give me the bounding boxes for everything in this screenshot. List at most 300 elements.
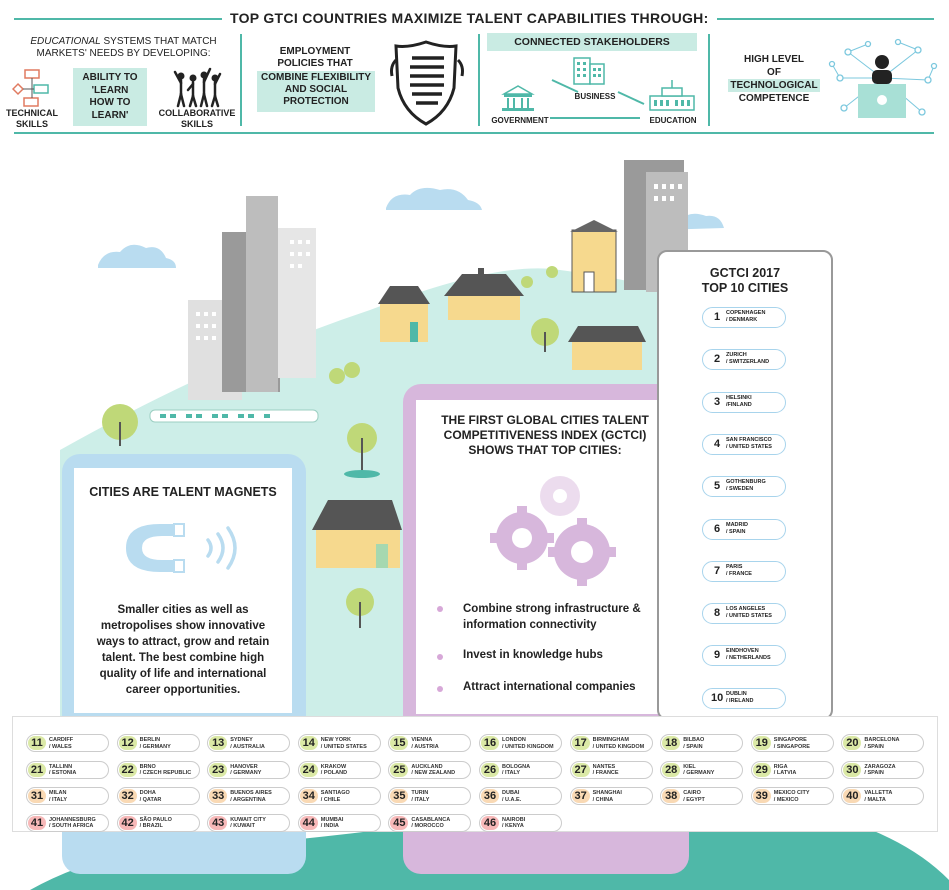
government-label: GOVERNMENT — [491, 116, 549, 125]
country-name: / SPAIN — [864, 770, 884, 776]
top10-item — [702, 392, 786, 413]
country-name: / GERMANY — [683, 770, 715, 776]
bullet-line: Combine strong infrastructure & — [463, 603, 641, 615]
ranking-item — [751, 761, 834, 779]
rank-badge: 39 — [753, 789, 771, 803]
rank-city — [411, 790, 429, 803]
rank-badge: 18 — [662, 736, 680, 750]
rank-badge: 17 — [572, 736, 590, 750]
rank-number: 5 — [713, 480, 721, 493]
top10-item — [702, 434, 786, 455]
city-name: HANOVER — [230, 763, 258, 770]
ranking-item — [298, 814, 381, 832]
country-name: / NETHERLANDS — [726, 655, 771, 662]
edu-line2: MARKETS' NEEDS BY DEVELOPING: — [36, 48, 211, 59]
city-name: ZURICH — [726, 352, 747, 359]
employment-text — [255, 46, 375, 70]
country-name: / FRANCE — [726, 570, 752, 577]
label-line: TECHNICAL — [6, 108, 58, 118]
body-line: ways to attract, grow and retain — [96, 636, 270, 648]
page-title: TOP GTCI COUNTRIES MAXIMIZE TALENT CAPABILITIES THROUGH: — [222, 10, 717, 26]
country-name: / WALES — [49, 743, 72, 750]
city-name: KRAKOW — [320, 763, 347, 770]
country-name: / KENYA — [502, 823, 524, 829]
rank-city — [726, 437, 772, 451]
rank-badge: 45 — [390, 816, 408, 830]
rank-badge: 31 — [28, 789, 46, 803]
ranking-item — [207, 761, 290, 779]
country-name: / UNITED STATES — [320, 743, 367, 750]
rank-city — [140, 764, 192, 777]
rank-number: 8 — [713, 607, 721, 620]
city-name: AUCKLAND — [411, 763, 443, 770]
country-name: / CZECH REPUBLIC — [139, 770, 192, 776]
rank-number: 2 — [713, 353, 721, 366]
ranking-item — [26, 761, 109, 779]
city-name: SAN FRANCISCO — [726, 436, 772, 443]
label-line: COLLABORATIVE — [158, 108, 236, 118]
rank-badge: 37 — [572, 789, 590, 803]
country-name: / CHINA — [592, 796, 614, 803]
city-name: RIGA — [773, 763, 788, 770]
rank-badge: 24 — [300, 763, 318, 777]
label-line: PROTECTION — [283, 96, 349, 107]
country-name: / ESTONIA — [49, 770, 77, 776]
gctci-bullet-3: Attract international companies — [463, 681, 636, 693]
rank-city — [726, 479, 766, 493]
ranking-item — [117, 787, 200, 805]
city-name: MILAN — [49, 790, 67, 796]
title-line: SHOWS THAT TOP CITIES: — [468, 443, 622, 457]
city-name: CASABLANCA — [411, 816, 451, 823]
label-line: TECHNOLOGICAL — [730, 80, 818, 91]
rank-badge: 21 — [28, 763, 46, 777]
education-label: EDUCATION — [649, 116, 697, 125]
ranking-item — [117, 734, 200, 752]
body-line: quality of life and international — [99, 668, 267, 680]
rank-badge: 25 — [390, 763, 408, 777]
city-name: SYDNEY — [230, 737, 253, 743]
country-name: / UNITED KINGDOM — [592, 743, 645, 750]
government-building-icon — [502, 86, 534, 111]
ranking-item — [660, 734, 743, 752]
rank-city — [864, 764, 895, 777]
top10-item — [702, 476, 786, 497]
label-line: 'LEARN — [91, 84, 129, 96]
rank-city — [230, 737, 265, 750]
ranking-item — [841, 761, 924, 779]
country-name: / UNITED STATES — [726, 443, 772, 450]
rank-city — [411, 737, 438, 750]
ranking-item — [841, 787, 924, 805]
label-line: ABILITY TO — [82, 72, 138, 83]
rank-number: 1 — [713, 311, 721, 323]
technical-skills-label — [6, 108, 58, 130]
flowchart-icon — [12, 68, 52, 108]
rank-badge: 27 — [572, 763, 590, 777]
label-line: HOW TO — [89, 97, 131, 108]
gctci-bullet-1 — [463, 601, 641, 633]
rank-city — [230, 764, 261, 777]
country-name: / NEW ZEALAND — [411, 770, 456, 776]
country-name: / SOUTH AFRICA — [49, 823, 94, 829]
ranking-item — [388, 761, 471, 779]
city-name: BIRMINGHAM — [592, 737, 629, 743]
label-line: EMPLOYMENT — [279, 46, 351, 57]
city-name: COPENHAGEN — [726, 310, 766, 316]
rank-number: 6 — [713, 522, 721, 535]
rank-badge: 23 — [209, 763, 227, 777]
ranking-item — [388, 734, 471, 752]
rank-city — [864, 737, 899, 750]
rank-badge: 36 — [481, 789, 499, 803]
label-line: LEARN' — [91, 109, 129, 121]
label-line: HIGH LEVEL — [743, 54, 804, 65]
city-name: GOTHENBURG — [726, 479, 766, 486]
ranking-item — [207, 814, 290, 832]
country-name: / ITALY — [411, 796, 430, 803]
city-name: TURIN — [411, 790, 429, 796]
ranking-item — [479, 814, 562, 832]
rank-number: 3 — [713, 395, 721, 408]
label-line: COMPETENCE — [738, 93, 810, 104]
edu-line1: SYSTEMS THAT MATCH — [100, 36, 217, 47]
city-name: DOHA — [139, 790, 156, 796]
rank-city — [411, 817, 450, 830]
connected-stakeholders-label: CONNECTED STAKEHOLDERS — [487, 33, 697, 51]
body-line: Smaller cities as well as — [117, 604, 249, 616]
ranking-item — [570, 787, 653, 805]
ranking-item — [26, 787, 109, 805]
house-icon — [378, 286, 430, 342]
city-name: SANTIAGO — [320, 790, 350, 796]
rank-city — [411, 764, 455, 777]
country-name: / UNITED STATES — [726, 613, 772, 620]
rank-badge: 16 — [481, 736, 499, 750]
rank-city — [726, 606, 772, 620]
rank-city — [49, 817, 96, 830]
rank-city — [726, 395, 752, 409]
title-line: COMPETITIVENESS INDEX (GCTCI) — [443, 428, 647, 442]
country-name: / SINGAPORE — [773, 743, 810, 750]
city-name: SHANGHAI — [592, 790, 622, 796]
city-name: BUENOS AIRES — [230, 790, 272, 796]
country-name: / SPAIN — [726, 528, 746, 535]
country-name: /FINLAND — [726, 401, 752, 408]
rank-badge: 44 — [300, 816, 318, 830]
magnets-body — [74, 602, 292, 698]
ranking-item — [841, 734, 924, 752]
rank-city — [321, 817, 344, 830]
ranking-item — [117, 761, 200, 779]
country-name: / GERMANY — [139, 743, 171, 750]
city-name: KIEL — [683, 763, 696, 770]
rank-city — [593, 764, 619, 777]
ranking-item — [298, 761, 381, 779]
country-name: / AUSTRALIA — [230, 743, 265, 750]
magnets-title: CITIES ARE TALENT MAGNETS — [89, 485, 277, 499]
city-name: TALLINN — [49, 763, 73, 770]
rank-badge: 30 — [843, 763, 861, 777]
city-name: BERLIN — [139, 737, 161, 743]
rank-badge: 19 — [753, 736, 771, 750]
ranking-item — [479, 787, 562, 805]
top10-item — [702, 561, 786, 582]
rank-badge: 13 — [209, 736, 227, 750]
rank-city — [726, 522, 748, 536]
country-name: / SPAIN — [683, 743, 703, 750]
city-name: VALLETTA — [864, 790, 893, 796]
people-celebrating-icon — [172, 66, 222, 108]
ranking-item — [660, 761, 743, 779]
top10-item — [702, 645, 786, 666]
rank-city — [726, 352, 769, 366]
rank-city — [321, 737, 367, 750]
rank-badge: 33 — [209, 789, 227, 803]
ranking-item — [388, 787, 471, 805]
rank-badge: 32 — [119, 789, 137, 803]
header-divider — [478, 34, 480, 126]
bullet-line: information connectivity — [463, 619, 597, 631]
title-line: THE FIRST GLOBAL CITIES TALENT — [441, 413, 649, 427]
country-name: / ARGENTINA — [230, 796, 266, 803]
rank-city — [502, 737, 554, 750]
bullet-icon — [437, 686, 443, 692]
rank-badge: 15 — [390, 736, 408, 750]
body-line: talent. The best combine high — [101, 652, 265, 664]
rank-city — [140, 790, 162, 803]
header-bottom-rule — [14, 132, 934, 134]
rank-badge: 35 — [390, 789, 408, 803]
city-name: SINGAPORE — [773, 737, 807, 743]
rank-badge: 40 — [843, 789, 861, 803]
country-name: / LATVIA — [773, 770, 797, 776]
ranking-item — [751, 787, 834, 805]
rank-city — [49, 737, 73, 750]
city-name: VIENNA — [411, 737, 433, 743]
ranking-item — [207, 787, 290, 805]
rank-city — [683, 790, 705, 803]
house-icon — [570, 220, 618, 292]
country-name: / UNITED KINGDOM — [502, 743, 554, 750]
country-name: / BRAZIL — [139, 823, 163, 829]
city-name: DUBLIN — [726, 690, 747, 697]
gctci-title — [416, 413, 674, 458]
network-user-icon — [828, 38, 938, 128]
rank-badge: 20 — [843, 736, 861, 750]
rank-number: 4 — [713, 437, 721, 450]
rank-city — [49, 764, 76, 777]
ranking-item — [570, 761, 653, 779]
rank-city — [774, 737, 810, 750]
rank-badge: 41 — [28, 816, 46, 830]
rank-city — [593, 790, 622, 803]
rank-badge: 22 — [119, 763, 137, 777]
rank-city — [726, 310, 765, 324]
city-name: HELSINKI — [726, 394, 752, 401]
gctci-card — [416, 400, 674, 714]
ranking-item — [298, 787, 381, 805]
rank-city — [502, 764, 530, 777]
label-line: OF — [767, 67, 781, 78]
body-line: career opportunities. — [125, 684, 241, 696]
city-name: KUWAIT CITY — [230, 816, 266, 823]
rank-badge: 29 — [753, 763, 771, 777]
city-name: CAIRO — [683, 790, 701, 796]
country-name: / MEXICO — [773, 796, 799, 803]
building — [278, 228, 316, 378]
rank-city — [593, 737, 645, 750]
rank-city — [321, 790, 350, 803]
rank-badge: 12 — [119, 736, 137, 750]
talent-magnets-card — [74, 468, 292, 713]
tech-competence-text — [722, 53, 826, 105]
city-name: DUBAI — [502, 790, 520, 796]
title-line: TOP 10 CITIES — [701, 281, 789, 295]
rank-number: 9 — [713, 649, 721, 662]
collaborative-skills-label — [158, 108, 236, 130]
stakeholders-diagram — [490, 52, 700, 124]
country-name: / FRANCE — [592, 770, 619, 776]
top10-item — [702, 349, 786, 370]
country-name: / IRELAND — [726, 697, 754, 704]
top10-item — [702, 688, 786, 709]
rank-badge: 46 — [481, 816, 499, 830]
header-divider — [708, 34, 710, 126]
rank-number: 7 — [713, 564, 721, 577]
country-name: / ITALY — [502, 770, 521, 776]
rank-city — [230, 790, 272, 803]
label-line: POLICIES THAT — [277, 58, 353, 69]
city-name: NAIROBI — [502, 816, 526, 823]
city-name: MUMBAI — [320, 816, 344, 823]
ranking-item — [751, 734, 834, 752]
country-name: / MALTA — [864, 796, 886, 803]
country-name: / KUWAIT — [230, 823, 255, 829]
country-name: / SPAIN — [864, 743, 884, 750]
country-name: / SWITZERLAND — [726, 359, 770, 366]
top10-item — [702, 603, 786, 624]
ranking-item — [26, 814, 109, 832]
rank-city — [502, 790, 521, 803]
learn-to-learn-box — [73, 68, 147, 126]
ranking-item — [117, 814, 200, 832]
rank-badge: 14 — [300, 736, 318, 750]
bullet-icon — [437, 654, 443, 660]
rank-badge: 11 — [28, 736, 46, 750]
education-heading — [16, 36, 231, 60]
label-line: SKILLS — [15, 119, 48, 129]
ranking-item — [26, 734, 109, 752]
city-name: MADRID — [726, 521, 748, 528]
city-name: BOLOGNA — [502, 763, 531, 770]
rank-number: 10 — [711, 691, 724, 704]
country-name: / INDIA — [320, 823, 339, 829]
rank-city — [49, 790, 67, 803]
city-rankings-grid — [12, 716, 938, 832]
city-name: JOHANNESBURG — [49, 816, 96, 823]
top10-item — [702, 307, 786, 328]
rank-city — [321, 764, 347, 777]
house-icon — [568, 326, 646, 370]
city-name: BRNO — [139, 763, 156, 770]
rank-badge: 28 — [662, 763, 680, 777]
rank-city — [683, 764, 714, 777]
rank-badge: 34 — [300, 789, 318, 803]
country-name: / ITALY — [49, 796, 68, 803]
gears-icon — [486, 474, 618, 586]
train-icon — [150, 410, 318, 422]
header-divider — [240, 34, 242, 126]
employment-highlight — [257, 71, 375, 112]
country-name: / POLAND — [320, 770, 348, 776]
country-name: / EGYPT — [683, 796, 705, 803]
ranking-item — [298, 734, 381, 752]
education-building-icon — [650, 80, 694, 110]
ranking-item — [660, 787, 743, 805]
edu-italic: EDUCATIONAL — [30, 36, 101, 47]
top10-title — [657, 266, 833, 296]
rank-city — [726, 564, 752, 578]
country-name: / DENMARK — [726, 317, 758, 323]
gctci-bullet-2: Invest in knowledge hubs — [463, 649, 603, 661]
city-name: EINDHOVEN — [726, 648, 759, 655]
rank-city — [140, 737, 171, 750]
city-name: ZARAGOZA — [864, 763, 896, 770]
ranking-item — [570, 734, 653, 752]
city-name: CARDIFF — [49, 737, 74, 743]
country-name: / SWEDEN — [726, 486, 754, 493]
country-name: / U.A.E. — [502, 796, 522, 803]
rank-city — [774, 790, 810, 803]
country-name: / AUSTRIA — [411, 743, 439, 750]
rank-badge: 42 — [119, 816, 137, 830]
bullet-icon — [437, 606, 443, 612]
city-name: SÃO PAULO — [139, 816, 172, 823]
top10-item — [702, 519, 786, 540]
building — [246, 196, 278, 392]
magnet-icon — [122, 516, 242, 580]
rank-badge: 43 — [209, 816, 227, 830]
ranking-item — [479, 734, 562, 752]
city-name: NEW YORK — [320, 737, 351, 743]
body-line: metropolises show innovative — [100, 620, 266, 632]
rank-city — [230, 817, 266, 830]
country-name: / CHILE — [320, 796, 341, 803]
house-icon — [312, 500, 402, 568]
ranking-item — [388, 814, 471, 832]
rank-badge: 38 — [662, 789, 680, 803]
rank-city — [726, 691, 754, 705]
city-name: MEXICO CITY — [773, 790, 810, 796]
ranking-item — [479, 761, 562, 779]
rank-city — [864, 790, 892, 803]
rank-city — [140, 817, 172, 830]
city-name: LONDON — [502, 737, 526, 743]
country-name: / GERMANY — [230, 770, 262, 776]
shield-document-icon — [386, 38, 466, 128]
city-name: BILBAO — [683, 737, 705, 743]
city-name: PARIS — [726, 563, 743, 570]
country-name: / MOROCCO — [411, 823, 444, 829]
business-buildings-icon — [574, 58, 604, 84]
label-line: SKILLS — [180, 119, 213, 129]
city-name: LOS ANGELES — [726, 606, 766, 613]
city-name: BARCELONA — [864, 737, 900, 743]
label-line: AND SOCIAL — [284, 84, 348, 95]
rank-city — [502, 817, 525, 830]
ranking-item — [207, 734, 290, 752]
